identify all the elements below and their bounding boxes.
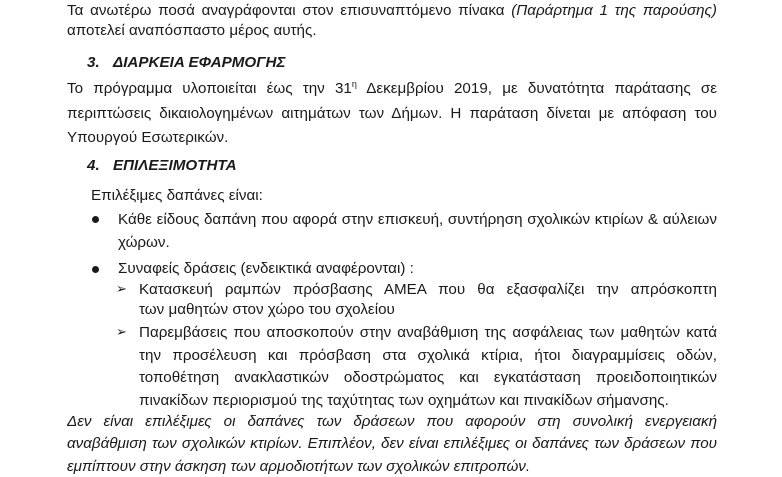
sub-item-1-arrow-icon: ➢: [116, 282, 127, 297]
sub-item-2-line-1: Παρεμβάσεις που αποσκοπούν στην αναβάθμιση της ασφάλειας των μαθητών κατά: [139, 324, 717, 341]
bullet-1-marker: [92, 216, 99, 223]
bullet-1-line-2: χώρων.: [118, 234, 170, 251]
closing-line-1: Δεν είναι επιλέξιμες οι δαπάνες των δράσεων που αφορούν στη συνολική ενεργειακή: [67, 413, 717, 430]
bullet-2-text: Συναφείς δράσεις (ενδεικτικά αναφέρονται) :: [118, 260, 414, 277]
sub-item-2-line-3: τοποθέτηση ανακλαστικών οδοστρώματος και εγκατάσταση προειδοποιητικών: [139, 369, 717, 386]
section-3-title: ΔΙΑΡΚΕΙΑ ΕΦΑΡΜΟΓΗΣ: [113, 54, 286, 71]
sub-item-2-line-2: την προσέλευση και πρόσβαση στα σχολικά κτίρια, ήτοι διαγραμμίσεις οδών,: [139, 347, 717, 364]
sub-item-1-line-1: Κατασκευή ραμπών πρόσβασης ΑΜΕΑ που θα εξασφαλίζει την απρόσκοπτη: [139, 281, 717, 298]
section-3-line-3: Υπουργού Εσωτερικών.: [67, 129, 229, 146]
closing-line-2: αναβάθμιση των σχολικών κτιρίων. Επιπλέον, δεν είναι επιλέξιμες οι δαπάνες των δράσεων που: [67, 435, 717, 452]
sub-item-2-line-4: πινακίδων περιορισμού της ταχύτητας των οχημάτων και πινακίδων σήμανσης.: [139, 392, 669, 409]
annex-reference: (Παράρτημα 1 της παρούσης): [511, 2, 717, 19]
section-4-intro: Επιλέξιμες δαπάνες είναι:: [91, 187, 263, 204]
bullet-1-line-1: Κάθε είδους δαπάνη που αφορά στην επισκευή, συντήρηση σχολικών κτιρίων & αύλειων: [118, 211, 717, 228]
section-4-title: ΕΠΙΛΕΞΙΜΟΤΗΤΑ: [113, 157, 237, 174]
sub-item-2-arrow-icon: ➢: [116, 325, 127, 340]
section-4-heading: [87, 156, 237, 176]
sub-item-1-line-2: των μαθητών στον χώρο του σχολείου: [139, 301, 395, 318]
bullet-2-marker: [92, 266, 99, 273]
closing-line-3: εμπίπτουν στην άσκηση των αρμοδιοτήτων των σχολικών επιτροπών.: [67, 458, 531, 475]
intro-line-1: Τα ανωτέρω ποσά αναγράφονται στον επισυναπτόμενο πίνακα (Παράρτημα 1 της παρούσης): [67, 2, 717, 19]
section-4-number: 4.: [87, 157, 100, 174]
section-3-heading: [87, 53, 285, 73]
section-3-line-1: Το πρόγραμμα υλοποιείται έως την $31^\eta$ Δεκεμβρίου 2019, με δυνατότητα παράτασης σε: [67, 79, 717, 97]
section-3-number: 3.: [87, 54, 100, 71]
intro-line-2: αποτελεί αναπόσπαστο μέρος αυτής.: [67, 22, 317, 39]
section-3-line-2: περιπτώσεις δικαιολογημένων αιτημάτων των Δήμων. Η παράταση δίνεται με απόφαση του: [67, 105, 717, 122]
